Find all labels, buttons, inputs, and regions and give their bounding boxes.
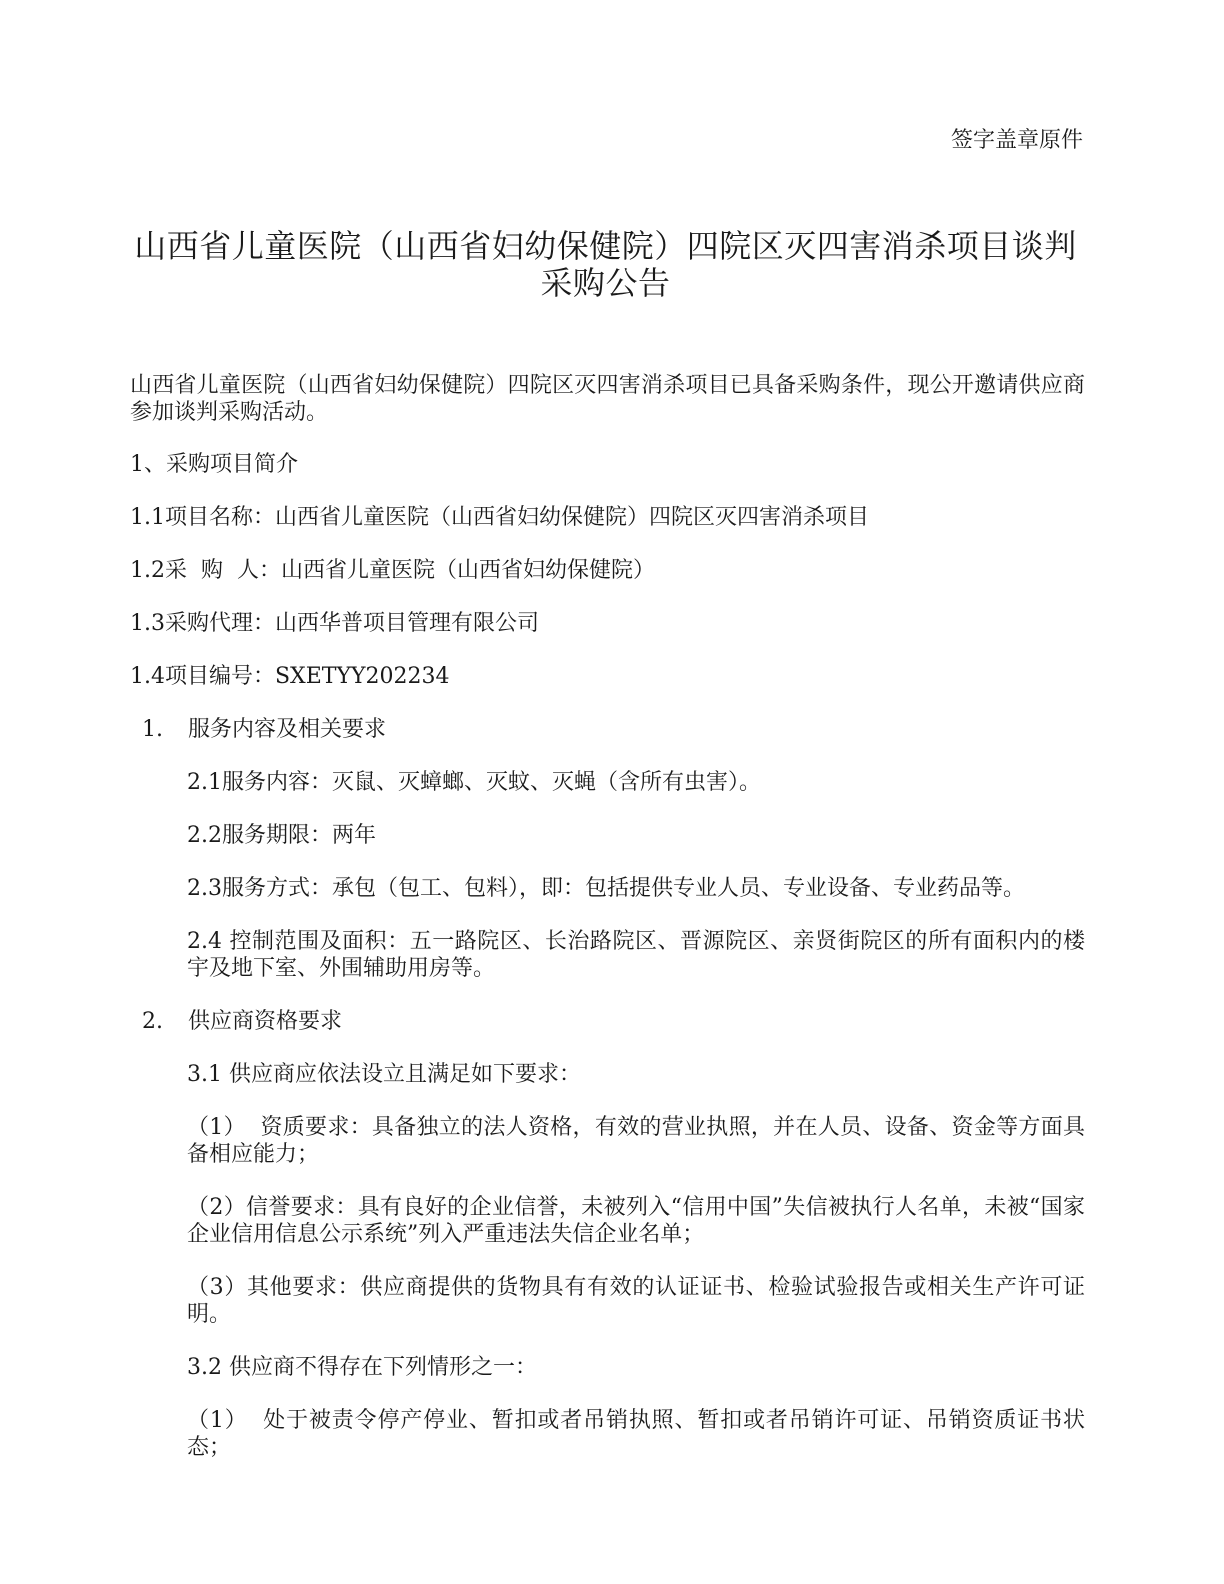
section-3-number: 2. <box>142 1009 163 1034</box>
section-2-heading-text: 服务内容及相关要求 <box>188 717 387 742</box>
document-body <box>130 372 1085 1461</box>
other-requirement-paragraph: （3）其他要求：供应商提供的货物具有有效的认证证书、检验试验报告或相关生产许可证明。 <box>187 1275 1085 1327</box>
project-name-line: 1.1项目名称：山西省儿童医院（山西省妇幼保健院）四院区灭四害消杀项目 <box>130 505 869 530</box>
exclusion-intro-line: 3.2 供应商不得存在下列情形之一： <box>187 1355 537 1380</box>
section-3-heading-text: 供应商资格要求 <box>188 1009 343 1034</box>
agent-line: 1.3采购代理：山西华普项目管理有限公司 <box>130 611 539 636</box>
signature-stamp-note: 签字盖章原件 <box>950 128 1083 153</box>
service-period-line: 2.2服务期限：两年 <box>187 823 376 848</box>
service-mode-paragraph: 2.3服务方式：承包（包工、包料），即：包括提供专业人员、专业设备、专业药品等。 <box>187 876 1025 901</box>
control-scope-paragraph: 2.4 控制范围及面积：五一路院区、长治路院区、晋源院区、亲贤街院区的所有面积内的楼宇及地下室、外围辅助用房等。 <box>187 929 1085 981</box>
project-number-line: 1.4项目编号：SXETYY202234 <box>130 664 450 689</box>
credit-requirement-paragraph: （2）信誉要求：具有良好的企业信誉，未被列入“信用中国”失信被执行人名单，未被“国家企业信用信息公示系统”列入严重违法失信企业名单； <box>187 1195 1085 1247</box>
document-title: 山西省儿童医院（山西省妇幼保健院）四院区灭四害消杀项目谈判采购公告 <box>134 227 1077 302</box>
purchaser-line: 1.2采 购 人：山西省儿童医院（山西省妇幼保健院） <box>130 558 655 583</box>
service-content-line: 2.1服务内容：灭鼠、灭蟑螂、灭蚊、灭蝇（含所有虫害）。 <box>187 770 761 795</box>
qualification-requirement-paragraph: （1） 资质要求：具备独立的法人资格，有效的营业执照，并在人员、设备、资金等方面具备相应能力； <box>187 1115 1085 1167</box>
exclusion-item-1-paragraph: （1） 处于被责令停产停业、暂扣或者吊销执照、暂扣或者吊销许可证、吊销资质证书状态； <box>187 1408 1085 1460</box>
intro-paragraph: 山西省儿童医院（山西省妇幼保健院）四院区灭四害消杀项目已具备采购条件，现公开邀请供应商参加谈判采购活动。 <box>130 373 1085 425</box>
section-3-heading <box>130 1008 1085 1035</box>
section-2-number: 1. <box>142 717 163 742</box>
legal-establishment-line: 3.1 供应商应依法设立且满足如下要求： <box>187 1062 581 1087</box>
section-2-heading <box>130 716 1085 743</box>
section-1-heading: 1、采购项目简介 <box>130 452 298 477</box>
